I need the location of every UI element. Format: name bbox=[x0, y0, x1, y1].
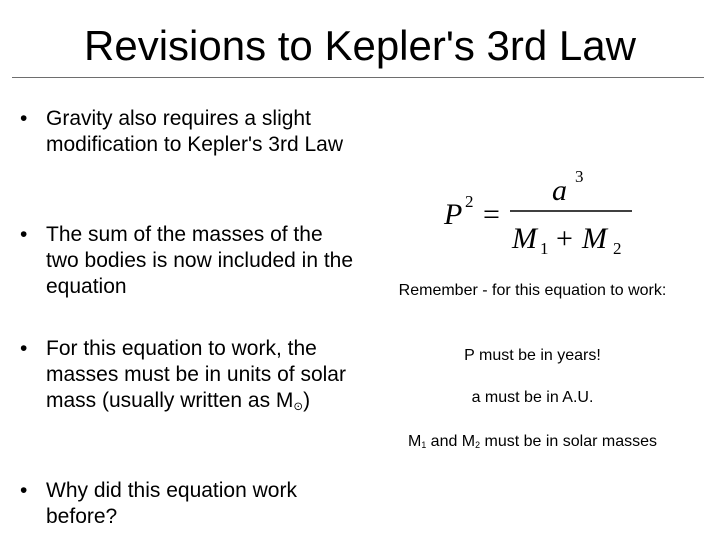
note-mass-m1-subscript: 1 bbox=[421, 440, 427, 451]
note-mass-rest: must be in solar masses bbox=[480, 433, 657, 450]
sun-symbol-subscript: ⊙ bbox=[293, 400, 304, 413]
equation-plus: + bbox=[556, 222, 573, 255]
kepler-equation-svg bbox=[440, 168, 640, 258]
bullet-text-closing: ) bbox=[303, 389, 311, 412]
title-divider bbox=[12, 77, 704, 78]
bullet-item-solar-mass bbox=[20, 336, 360, 420]
bullet-item-why-before bbox=[20, 478, 360, 530]
kepler-equation bbox=[440, 168, 640, 258]
equation-equals: = bbox=[483, 198, 500, 231]
bullet-glyph: • bbox=[20, 337, 28, 360]
slide-title: Revisions to Kepler's 3rd Law bbox=[84, 22, 636, 69]
equation-lhs-exponent: 2 bbox=[465, 192, 474, 211]
note-remember: Remember - for this equation to work: bbox=[398, 282, 667, 299]
equation-numerator-exponent: 3 bbox=[575, 167, 584, 186]
equation-denominator-m2-subscript: 2 bbox=[613, 239, 622, 258]
bullet-item-sum-of-masses bbox=[20, 222, 360, 300]
bullet-text: Why did this equation work before? bbox=[46, 479, 297, 528]
note-mass-and-m2: and M bbox=[426, 433, 476, 450]
note-mass-m2-subscript: 2 bbox=[475, 440, 481, 451]
note-semimajor-axis-units: a must be in A.U. bbox=[471, 389, 594, 406]
bullet-glyph: • bbox=[20, 107, 28, 130]
bullet-glyph: • bbox=[20, 223, 28, 246]
bullet-text: Gravity also requires a slight modification to Kepler's 3rd Law bbox=[46, 107, 343, 156]
equation-numerator-a: a bbox=[552, 174, 567, 207]
equation-lhs-p: P bbox=[444, 198, 463, 231]
bullet-item-gravity bbox=[20, 106, 360, 158]
equation-denominator-m2: M bbox=[582, 222, 607, 255]
bullet-text bbox=[46, 336, 360, 420]
bullet-glyph: • bbox=[20, 479, 28, 502]
note-mass-m1: M bbox=[407, 433, 422, 450]
equation-denominator-m1: M bbox=[512, 222, 537, 255]
bullet-text: The sum of the masses of the two bodies is now included in the equation bbox=[46, 223, 354, 298]
bullet-text-main: For this equation to work, the masses must be in units of solar mass (usually written as M bbox=[46, 337, 346, 412]
equation-denominator-m1-subscript: 1 bbox=[540, 239, 549, 258]
note-mass-units bbox=[390, 431, 675, 456]
note-period-units: P must be in years! bbox=[464, 347, 601, 364]
